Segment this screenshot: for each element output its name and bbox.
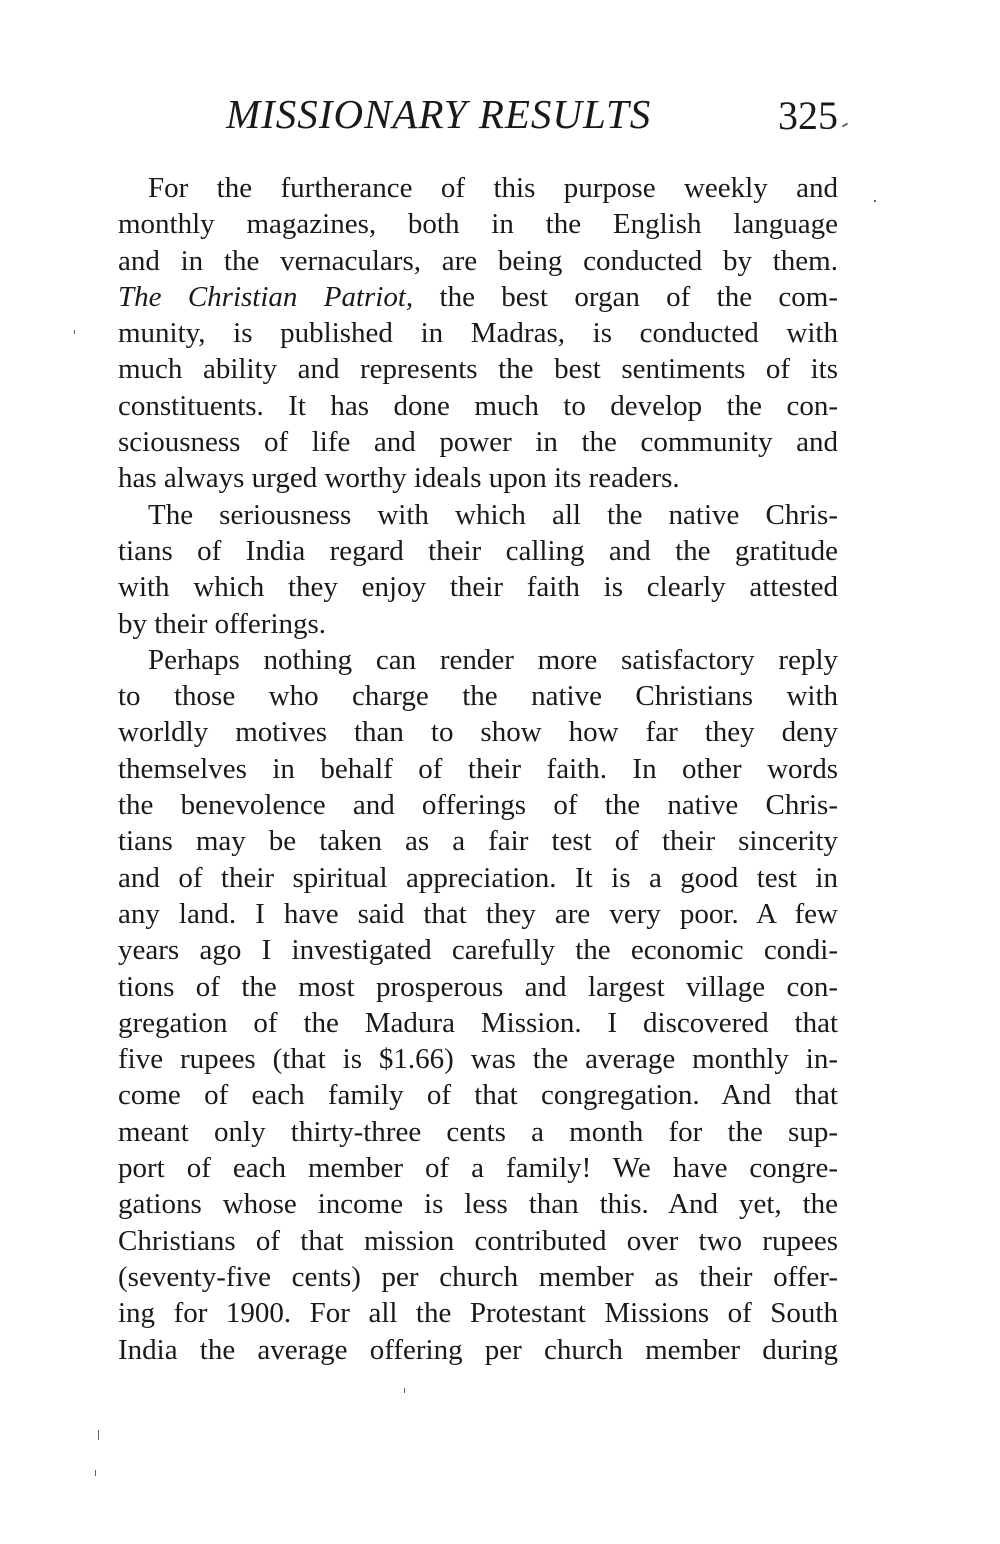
text-line: meant only thirty-three cents a month for the sup- bbox=[118, 1115, 838, 1148]
page-number: 325 bbox=[778, 93, 838, 138]
text-line: India the average offering per church member during bbox=[118, 1333, 838, 1366]
text-line: by their offerings. bbox=[118, 607, 327, 640]
text-line: port of each member of a family! We have congre- bbox=[118, 1152, 838, 1185]
text-line: munity, is published in Madras, is conducted with bbox=[118, 317, 838, 350]
ink-speck bbox=[842, 123, 848, 128]
running-title: MISSIONARY RESULTS bbox=[226, 91, 652, 137]
text-line: gregation of the Madura Mission. I discovered that bbox=[118, 1006, 838, 1039]
text-line: (seventy-five cents) per church member as their offer- bbox=[118, 1260, 838, 1293]
ink-speck bbox=[95, 1470, 96, 1476]
ink-speck bbox=[874, 200, 876, 202]
text-line: any land. I have said that they are very poor. A few bbox=[118, 897, 838, 930]
text-line: with which they enjoy their faith is clearly attested bbox=[118, 571, 838, 604]
text-line: has always urged worthy ideals upon its readers. bbox=[118, 462, 680, 495]
running-head bbox=[118, 90, 838, 146]
text-line: five rupees (that is $1.66) was the average monthly in- bbox=[118, 1043, 838, 1076]
body-text bbox=[118, 170, 838, 1368]
text-line: tions of the most prosperous and largest village con- bbox=[118, 970, 838, 1003]
text-line: tians of India regard their calling and the gratitude bbox=[118, 534, 838, 567]
ink-speck bbox=[74, 330, 75, 334]
text-line: and in the vernaculars, are being conducted by them. bbox=[118, 244, 838, 277]
text-line: tians may be taken as a fair test of their sincerity bbox=[118, 825, 838, 858]
text-line: come of each family of that congregation. And that bbox=[118, 1079, 838, 1112]
text-line: ing for 1900. For all the Protestant Missions of South bbox=[118, 1297, 838, 1330]
text-line: Perhaps nothing can render more satisfactory reply bbox=[148, 643, 838, 676]
text-line: themselves in behalf of their faith. In other words bbox=[118, 752, 838, 785]
text-line: The seriousness with which all the native Chris- bbox=[148, 498, 838, 531]
publication-title: The Christian Patriot, bbox=[118, 280, 414, 313]
text-line: Christians of that mission contributed over two rupees bbox=[118, 1224, 838, 1257]
text-line: and of their spiritual appreciation. It is a good test in bbox=[118, 861, 838, 894]
text-line: sciousness of life and power in the community and bbox=[118, 426, 838, 459]
ink-speck bbox=[98, 1430, 99, 1440]
text-line: constituents. It has done much to develop the con- bbox=[118, 389, 838, 422]
text-line: the benevolence and offerings of the native Chris- bbox=[118, 789, 838, 822]
text-line: worldly motives than to show how far they deny bbox=[118, 716, 838, 749]
ink-speck bbox=[404, 1388, 405, 1393]
text-line: to those who charge the native Christians with bbox=[118, 680, 838, 713]
text-line bbox=[118, 279, 838, 315]
text-line: gations whose income is less than this. And yet, the bbox=[118, 1188, 838, 1221]
text-line: years ago I investigated carefully the economic condi- bbox=[118, 934, 838, 967]
text-line: much ability and represents the best sentiments of its bbox=[118, 353, 838, 386]
text-line: For the furtherance of this purpose weekly and bbox=[148, 172, 838, 204]
text-line-rest: the best organ of the com- bbox=[439, 280, 838, 313]
text-line: monthly magazines, both in the English language bbox=[118, 208, 838, 241]
